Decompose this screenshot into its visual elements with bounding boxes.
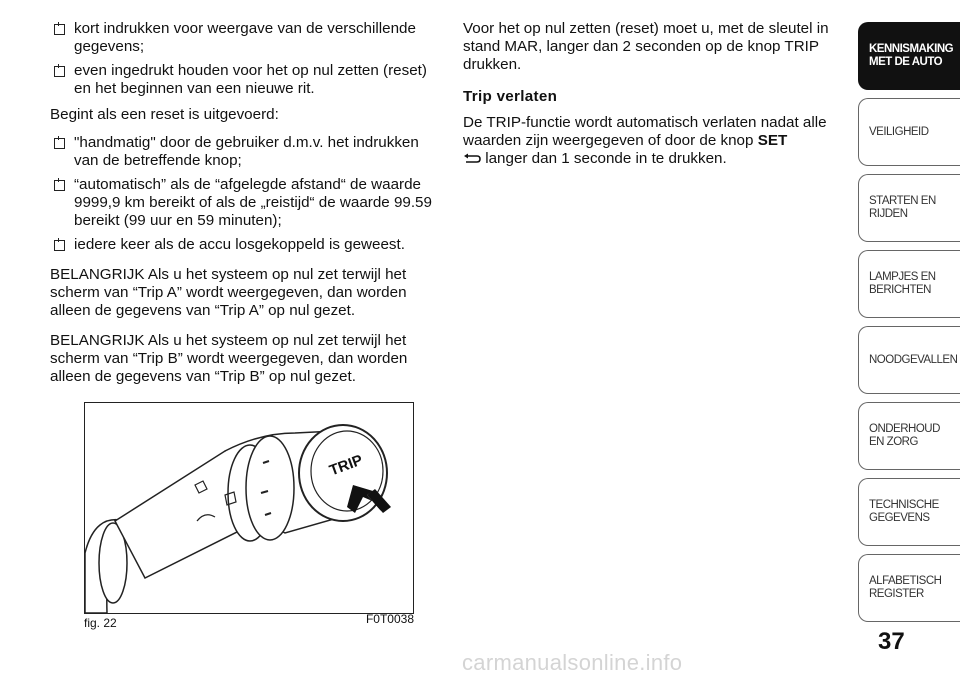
left-column [50, 20, 445, 396]
bullet-item: "handmatig" door de gebruiker d.m.v. het indrukken van de betreffende knop; [50, 134, 445, 170]
figure-code: F0T0038 [365, 612, 414, 626]
checkbox-bullet-icon [54, 240, 65, 251]
figure-number: fig. 22 [84, 616, 117, 630]
chapter-tabs [858, 22, 960, 630]
trip-stalk-illustration [85, 403, 413, 613]
tab-technische-gegevens[interactable]: TECHNISCHE GEGEVENS [858, 478, 960, 546]
tab-starten-en-rijden[interactable]: STARTEN EN RIJDEN [858, 174, 960, 242]
tab-kennismaking[interactable]: KENNISMAKING MET DE AUTO [858, 22, 960, 90]
watermark: carmanualsonline.info [462, 650, 683, 675]
checkbox-bullet-icon [54, 180, 65, 191]
tab-lampjes-en-berichten[interactable]: LAMPJES EN BERICHTEN [858, 250, 960, 318]
checkbox-bullet-icon [54, 24, 65, 35]
checkbox-bullet-icon [54, 66, 65, 77]
set-label: SET [757, 132, 788, 149]
right-column [463, 20, 848, 178]
tab-noodgevallen[interactable]: NOODGEVALLEN [858, 326, 960, 394]
note-trip-b: BELANGRIJK Als u het systeem op nul zet terwijl het scherm van “Trip B” wordt weergegeven, dan worden alleen de gegevens van “Trip B” op nul gezet. [50, 332, 408, 385]
set-return-icon [463, 153, 481, 165]
figure-trip-stalk [84, 402, 414, 614]
reset-intro: Begint als een reset is uitgevoerd: [50, 106, 279, 123]
exit-instructions: De TRIP-functie wordt automatisch verlaten nadat alle waarden zijn weergegeven of door de knop SET langer dan 1 seconde in te drukken. [463, 114, 827, 167]
page-number: 37 [878, 628, 905, 655]
tab-veiligheid[interactable]: VEILIGHEID [858, 98, 960, 166]
note-trip-a: BELANGRIJK Als u het systeem op nul zet terwijl het scherm van “Trip A” wordt weergegeven, dan worden alleen de gegevens van “Trip A” op nul gezet. [50, 266, 407, 319]
trip-button-label: TRIP [327, 451, 366, 480]
bullet-item: “automatisch” als de “afgelegde afstand“ de waarde 9999,9 km bereikt of als de „reistijd“ de waarde 99.59 bereikt (99 uur en 59 minuten); [50, 176, 445, 230]
bullet-item: kort indrukken voor weergave van de verschillende gegevens; [50, 20, 445, 56]
reset-instructions: Voor het op nul zetten (reset) moet u, met de sleutel in stand MAR, langer dan 2 seconden op de knop TRIP drukken. [463, 20, 829, 73]
section-heading: Trip verlaten [463, 88, 558, 105]
bullet-item: even ingedrukt houden voor het op nul zetten (reset) en het beginnen van een nieuwe rit. [50, 62, 445, 98]
tab-onderhoud-en-zorg[interactable]: ONDERHOUD EN ZORG [858, 402, 960, 470]
bullet-item: iedere keer als de accu losgekoppeld is geweest. [50, 236, 445, 254]
tab-alfabetisch-register[interactable]: ALFABETISCH REGISTER [858, 554, 960, 622]
checkbox-bullet-icon [54, 138, 65, 149]
